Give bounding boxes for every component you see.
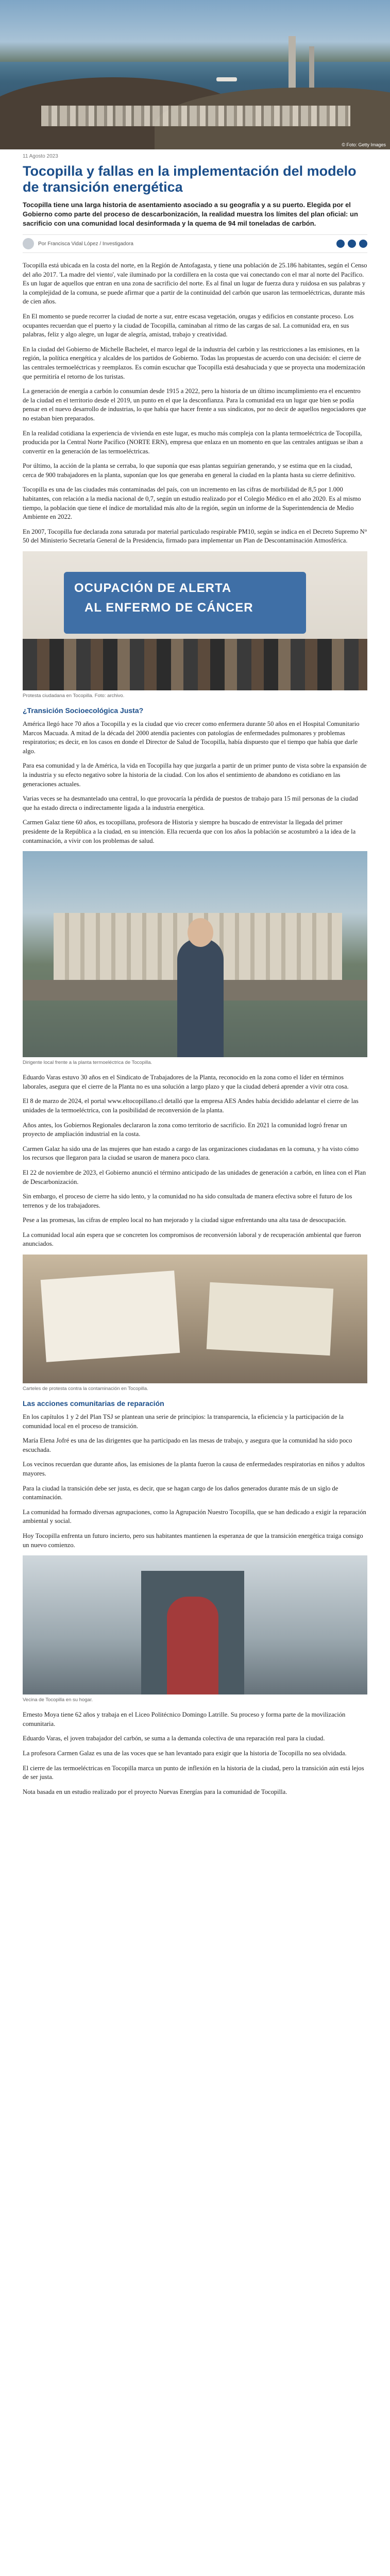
body-paragraph: Nota basada en un estudio realizado por el proyecto Nuevas Energías para la comunidad de Tocopilla.	[23, 1788, 287, 1795]
body-paragraph: El cierre de las termoeléctricas en Tocopilla marca un punto de inflexión en la historia de la ciudad, pero la transición aún está lejos de ser justa.	[23, 1764, 364, 1781]
figure-caption: Carteles de protesta contra la contaminación en Tocopilla.	[23, 1386, 148, 1392]
figure-protest	[23, 551, 367, 699]
body-paragraph: Eduardo Varas, el joven trabajador del carbón, se suma a la demanda colectiva de una reparación real para la ciudad.	[23, 1735, 325, 1742]
banner-text: OCUPACIÓN DE ALERTA	[74, 581, 232, 596]
body-paragraph: En la ciudad del Gobierno de Michelle Bachelet, el marco legal de la industria del carbón y las restricciones a las emisiones, en la región, la política energética y alcaldes de los partidos de Gobierno. Todas las propuestas de acuerdo con una decisión: el cierre de las centrales termoeléctricas y reemplazos. Es común escuchar que Tocopilla está desahuciada y que se proyecta una modernización que permitiría el retorno de los turistas.	[23, 345, 365, 380]
body-paragraph: Los vecinos recuerdan que durante años, las emisiones de la planta fueron la causa de enfermedades respiratorias en niños y adultos mayores.	[23, 1461, 365, 1478]
body-paragraph: América llegó hace 70 años a Tocopilla y es la ciudad que vio crecer como enfermera durante 50 años en el Hospital Comunitario Marcos Macuada. A mitad de la década del 2000 atendía pacientes con patologías de enfermedades pulmonares y problemas respiratorios; es decir, en los casos en donde el Director de Salud de Tocopilla, había dispuesto que el tiempo que había que darle algo.	[23, 720, 360, 755]
author-bar	[23, 234, 367, 253]
hero-boat	[216, 77, 237, 81]
figure-caption: Dirigente local frente a la planta termoeléctrica de Tocopilla.	[23, 1060, 152, 1066]
body-paragraph: Carmen Galaz ha sido una de las mujeres que han estado a cargo de las organizaciones ciudadanas en la comuna, y ha visto cómo los recursos que llegaron para la ciudad se usaron de manera poco clara.	[23, 1145, 359, 1162]
article-date: 11 Agosto 2023	[23, 154, 58, 159]
article-title: Tocopilla y fallas en la implementación del modelo de transición energética	[23, 163, 357, 195]
figure-caption: Vecina de Tocopilla en su hogar.	[23, 1697, 93, 1703]
person-figure	[167, 1597, 218, 1694]
resident-photo	[23, 1555, 367, 1694]
body-paragraph: Tocopilla está ubicada en la costa del norte, en la Región de Antofagasta, y tiene una población de 25.186 habitantes, según el Censo del año 2017. 'La madre del viento', vale iluminado por la cordillera en la costa que vai conectando con el mar al norte del Pacífico. Es un lugar de aquellos que entran en una zona de sacrificio del norte. Es al final un lugar de fuerza dura y ruidosa en sus palabras y la complejidad de la comuna, se puede afirmar que a partir de la continuidad del carbón que usaron las termoeléctricas, durante más de cien años.	[23, 262, 367, 306]
body-paragraph: Eduardo Varas estuvo 30 años en el Sindicato de Trabajadores de la Planta, reconocido en la zona como el líder en términos laborales, asegura que el cierre de la Planta no es una solución a largo plazo y que la ciudad deberá aprender a vivir otra cosa.	[23, 1074, 349, 1090]
body-paragraph: Ernesto Moya tiene 62 años y trabaja en el Liceo Politécnico Domingo Latrille. Su proceso y forma parte de la movilización comunitaria.	[23, 1711, 346, 1727]
whatsapp-icon[interactable]	[359, 240, 367, 248]
protest-sign	[41, 1270, 180, 1362]
body-paragraph: Tocopilla es una de las ciudades más contaminadas del país, con un incremento en las cifras de morbilidad de 8,5 por 1.000 habitantes, con relación a la media nacional de 0,7, según un estudio realizado por el Colegio Médico en el año 2020. Es al mismo tiempo, la población que tiene el índice de mortalidad más alto de la región, según un informe de la Superintendencia de Medio Ambiente en 2022.	[23, 486, 361, 521]
body-section-5	[23, 1710, 367, 1797]
body-paragraph: María Elena Jofré es una de las dirigentes que ha participado en las mesas de trabajo, y asegura que la comunidad ha sido poco escuchada.	[23, 1437, 352, 1453]
body-paragraph: Pese a las promesas, las cifras de empleo local no han mejorado y la ciudad sigue enfrentando una alta tasa de desocupación.	[23, 1216, 347, 1224]
body-paragraph: En los capítulos 1 y 2 del Plan TSJ se plantean una serie de principios: la transparencia, la eficiencia y la participación de la comunidad local en el proceso de transición.	[23, 1413, 344, 1430]
figure-resident	[23, 1555, 367, 1703]
leader-photo	[23, 851, 367, 1057]
body-paragraph: Por último, la acción de la planta se cerraba, lo que suponía que esas plantas seguirían generando, y se estima que en la ciudad, cerca de 900 trabajadores en la planta, suponían que los que generaba en general la ciudad en la planta hasta su cierre definitivo.	[23, 462, 356, 479]
section-heading: ¿Transición Socioecológica Justa?	[23, 706, 144, 715]
share-buttons	[336, 240, 367, 248]
body-paragraph: En 2007, Tocopilla fue declarada zona saturada por material particulado respirable PM10, según se indica en el Decreto Supremo N° 50 del Ministerio Secretaría General de la Presidencia, firmado para implementar un Plan de Descontaminación Atmosférica.	[23, 528, 367, 545]
body-paragraph: En El momento se puede recorrer la ciudad de norte a sur, entre escasa vegetación, orugas y edificios en constante proceso. Los ocupantes recuerdan que el puerto y la ciudad de Tocopilla, caminaban al ritmo de las cargas de sal. La comunidad era, en sus palabras, feliz y algo alegre, un lugar de alegría, amistad, trabajo y creatividad.	[23, 312, 354, 338]
body-paragraph: Hoy Tocopilla enfrenta un futuro incierto, pero sus habitantes mantienen la esperanza de que la transición energética traiga consigo un nuevo comienzo.	[23, 1532, 363, 1549]
protest-crowd	[23, 639, 367, 690]
body-paragraph: El 22 de noviembre de 2023, el Gobierno anunció el término anticipado de las unidades de generación a carbón, en línea con el Plan de Descarbonización.	[23, 1168, 366, 1185]
twitter-icon[interactable]	[348, 240, 356, 248]
body-paragraph: Varias veces se ha desmantelado una central, lo que provocaría la pérdida de puestos de trabajo para 15 mil personas de la ciudad que ha estado directa o indirectamente ligada a la industria energética.	[23, 795, 358, 811]
figure-leader	[23, 851, 367, 1066]
body-paragraph: Carmen Galaz tiene 60 años, es tocopillana, profesora de Historia y siempre ha buscado de entrevistar la llegada del primer presidente de la República a la ciudad, en su intención. Ella recuerda que con los años la población se acostumbró a la idea de la contaminación, a vivir con los problemas de salud.	[23, 819, 356, 844]
facebook-icon[interactable]	[336, 240, 345, 248]
hero-image	[0, 0, 390, 149]
body-section-3	[23, 1073, 367, 1249]
body-paragraph: Sin embargo, el proceso de cierre ha sido lento, y la comunidad no ha sido consultada de manera efectiva sobre el futuro de los terrenos y de los trabajadores.	[23, 1193, 352, 1209]
figure-caption: Protesta ciudadana en Tocopilla. Foto: archivo.	[23, 693, 125, 699]
person-head	[188, 918, 213, 947]
body-paragraph: La generación de energía a carbón lo consumían desde 1915 a 2022, pero la historia de un último incumplimiento era el encuentro de la ciudad en el territorio desde el 2019, un punto en el que la desconfianza. Para la comunidad era un lugar que bien se podía pensar en el nuevo desarrollo de industrias, lo que había que hacer frente a sus sindicatos, por no decir de aquellos negociadores que no estaban bien preparados.	[23, 387, 366, 422]
body-paragraph: Años antes, los Gobiernos Regionales declararon la zona como territorio de sacrificio. En 2021 la comunidad logró frenar un proyecto de ampliación industrial en la costa.	[23, 1121, 347, 1138]
protest-photo	[23, 551, 367, 690]
body-paragraph: La profesora Carmen Galaz es una de las voces que se han levantado para exigir que la historia de Tocopilla no sea olvidada.	[23, 1749, 347, 1757]
body-paragraph: En la realidad cotidiana la experiencia de vivienda en este lugar, es mucho más compleja con la planta termoeléctrica de Tocopilla, producida por la Central Norte Pacífico (NORTE ERN), empresa que enlaza en un momento en que las centrales antiguas se iban a convertir en la generación de las termoeléctricas.	[23, 429, 363, 455]
article-lead: Tocopilla tiene una larga historia de asentamiento asociado a su geografía y a su puerto. Elegida por el Gobierno como parte del proceso de descarbonización, la realidad muestra los límites del plan oficial: un sacrificio con una comunidad local desinformada y la quema de 94 mil toneladas de carbón.	[23, 201, 358, 227]
body-paragraph: Para esa comunidad y la de América, la vida en Tocopilla hay que juzgarla a partir de un primer punto de vista sobre la expansión de la industria y su efecto negativo sobre la historia de la ciudad. Con los años el sentimiento de abandono es cotidiano en las generaciones actuales.	[23, 762, 367, 788]
body-paragraph: La comunidad ha formado diversas agrupaciones, como la Agrupación Nuestro Tocopilla, que se han dedicado a exigir la reparación ambiental y social.	[23, 1508, 366, 1525]
body-section-2	[23, 720, 367, 845]
body-section-1	[23, 261, 367, 546]
hero-city	[41, 106, 350, 126]
protest-banner	[64, 572, 306, 634]
body-paragraph: Para la ciudad la transición debe ser justa, es decir, que se hagan cargo de los daños generados durante más de un siglo de contaminación.	[23, 1484, 338, 1501]
body-paragraph: La comunidad local aún espera que se concreten los compromisos de reconversión laboral y de recuperación ambiental que fueron anunciados.	[23, 1231, 361, 1248]
author-avatar	[23, 238, 34, 249]
banner-text: AL ENFERMO DE CÁNCER	[84, 601, 253, 615]
signs-photo	[23, 1255, 367, 1383]
figure-signs	[23, 1255, 367, 1392]
article-content	[0, 154, 390, 1818]
person-figure	[177, 939, 224, 1057]
author-name[interactable]: Por Francisca Vidal López / Investigadora	[38, 241, 133, 247]
section-heading: Las acciones comunitarias de reparación	[23, 1399, 164, 1408]
hero-credit: © Foto: Getty Images	[342, 142, 386, 147]
protest-sign	[207, 1282, 333, 1355]
body-paragraph: El 8 de marzo de 2024, el portal www.eltocopillano.cl detalló que la empresa AES Andes había decidido adelantar el cierre de las unidades de la termoeléctrica, con la posibilidad de reconversión de la planta.	[23, 1097, 359, 1114]
body-section-4	[23, 1413, 367, 1550]
